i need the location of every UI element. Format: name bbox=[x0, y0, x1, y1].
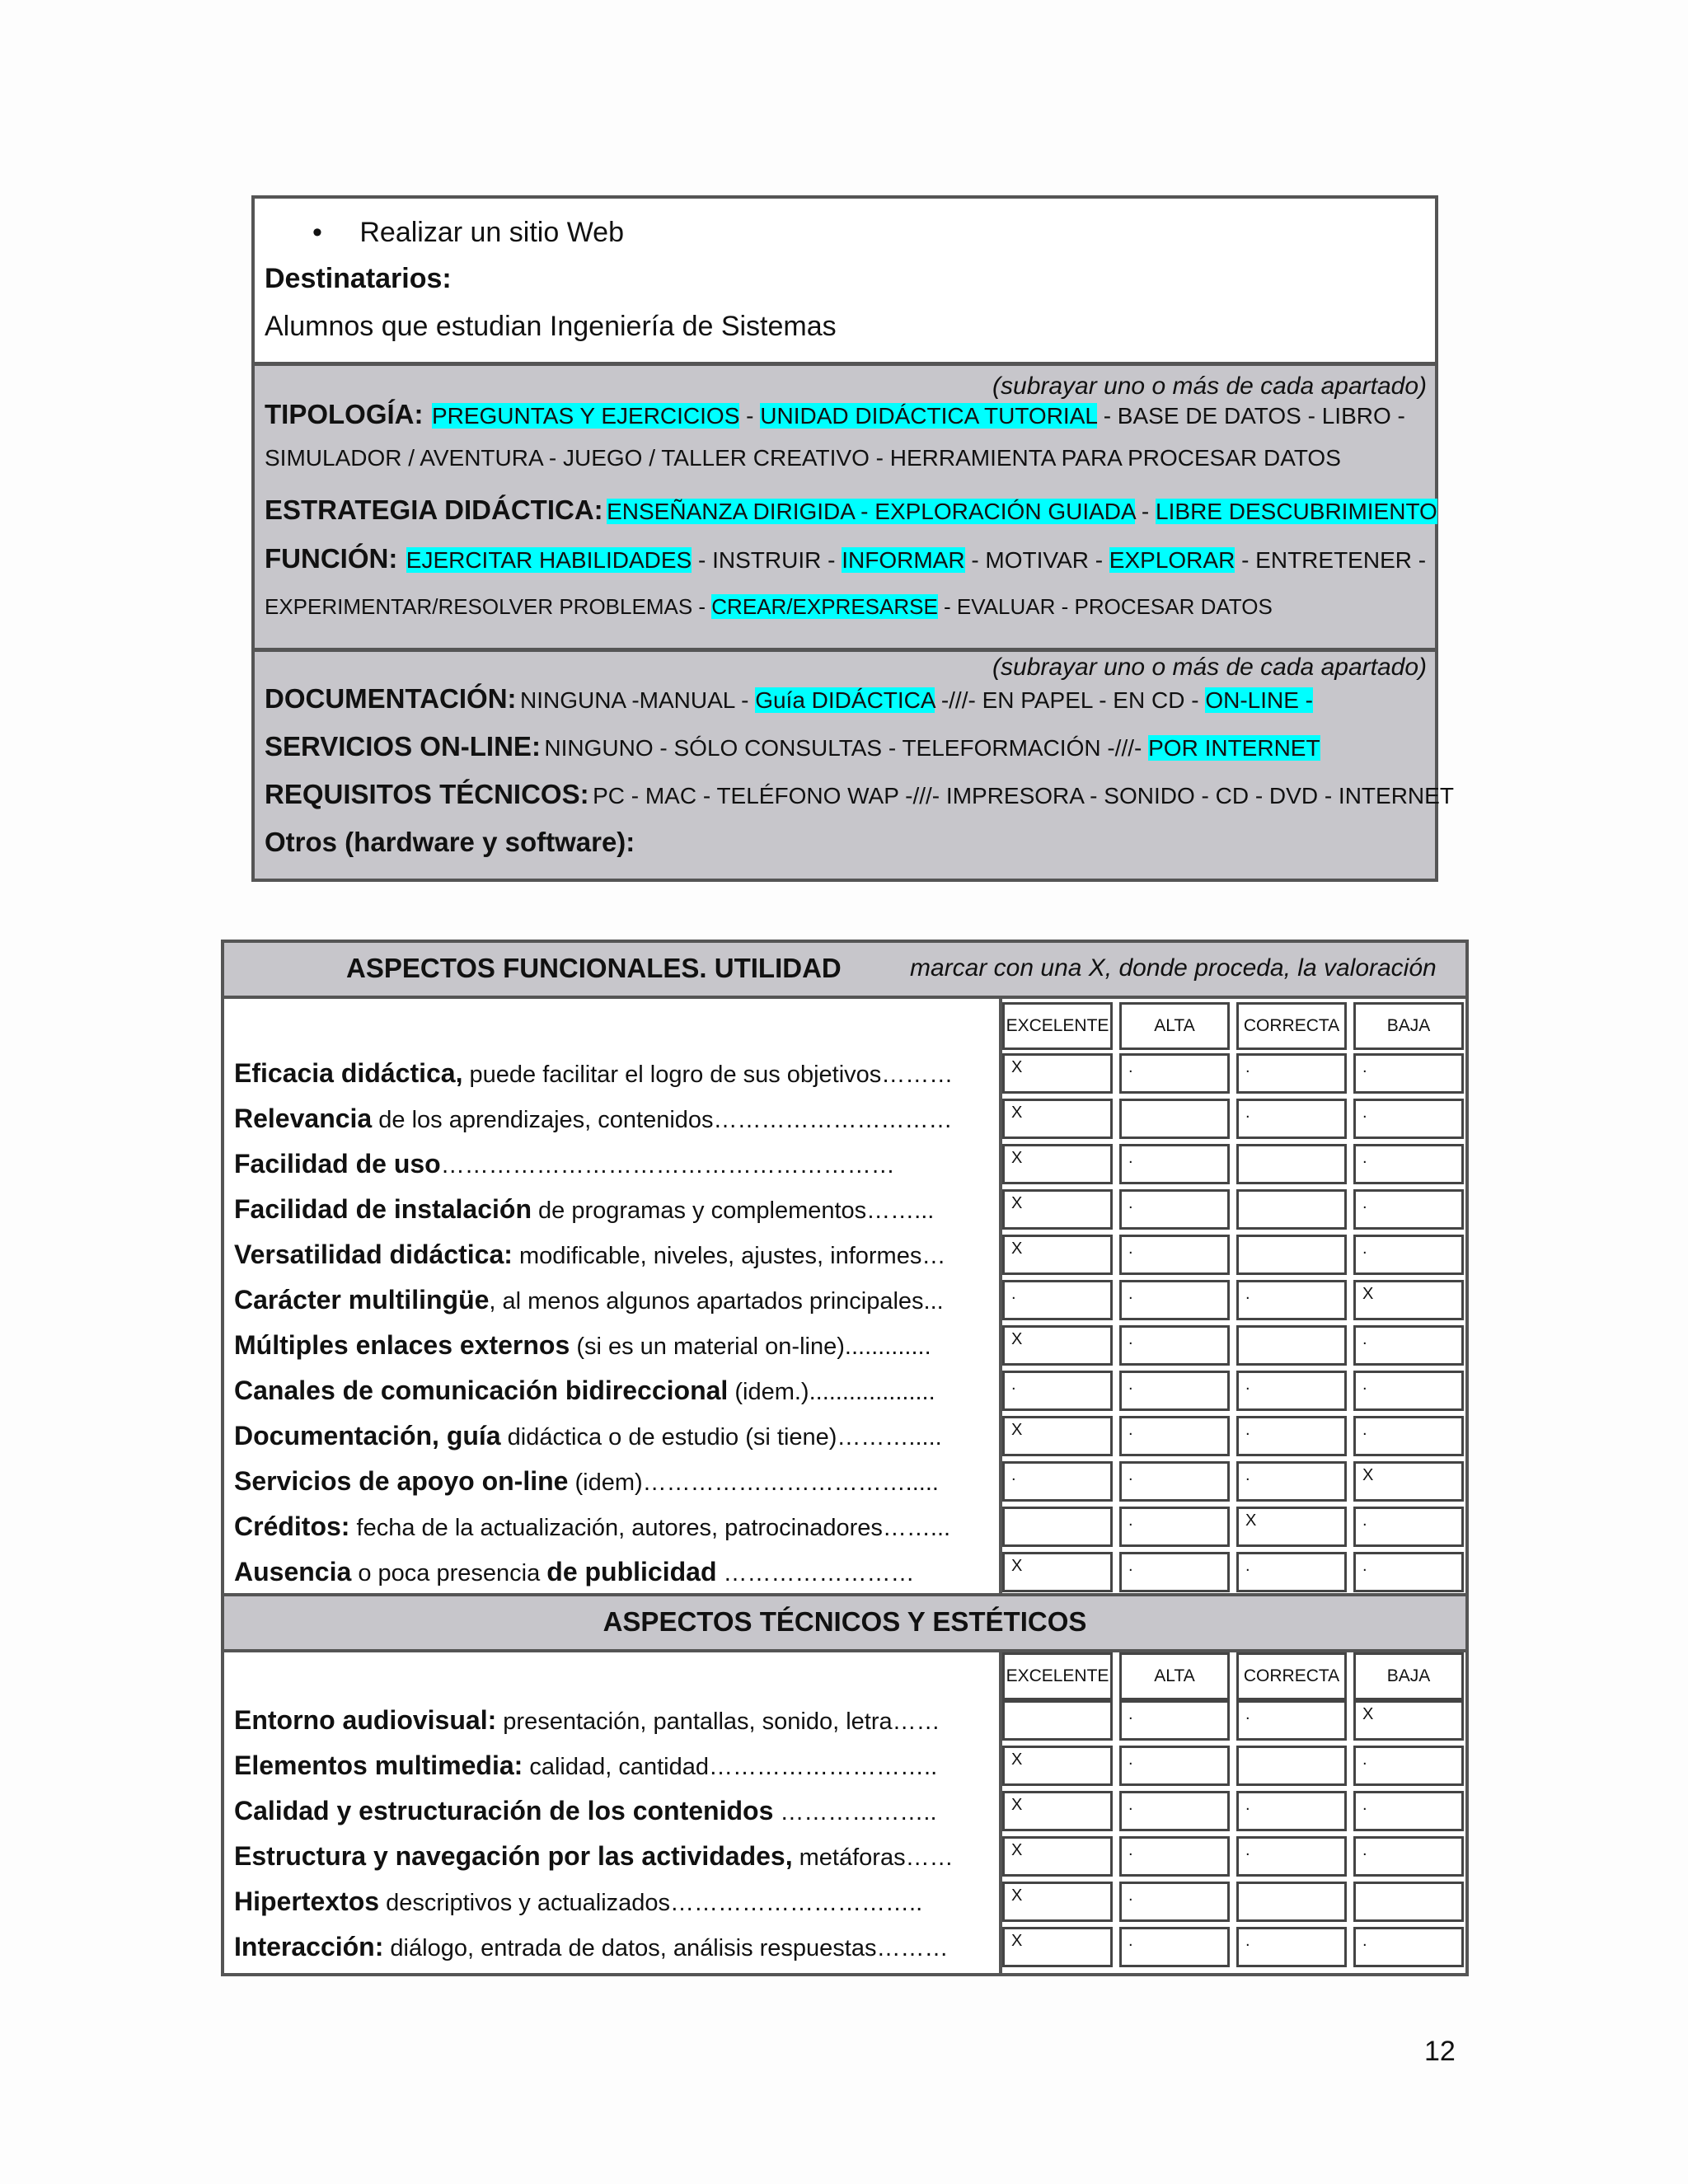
criterion-label: Carácter multilingüe, al menos algunos apartados principales... bbox=[234, 1285, 944, 1315]
rating-cell[interactable]: X bbox=[1002, 1099, 1113, 1139]
bullet-item: • Realizar un sitio Web bbox=[312, 217, 624, 248]
funcionales-section bbox=[224, 999, 1465, 1593]
rating-cell[interactable]: X bbox=[1353, 1280, 1464, 1320]
rating-cell[interactable]: . bbox=[1353, 1099, 1464, 1139]
tipologia-line: TIPOLOGÍA: PREGUNTAS Y EJERCICIOS - UNIDAD DIDÁCTICA TUTORIAL - BASE DE DATOS - LIBRO - bbox=[265, 399, 1405, 429]
criterion-label: Créditos: fecha de la actualización, autores, patrocinadores……... bbox=[234, 1511, 951, 1541]
rating-cell[interactable]: . bbox=[1119, 1927, 1230, 1967]
estrategia-line: ESTRATEGIA DIDÁCTICA: ENSEÑANZA DIRIGIDA - EXPLORACIÓN GUIADA - LIBRE DESCUBRIMIENTO bbox=[265, 494, 1437, 525]
rating-cell[interactable]: . bbox=[1353, 1235, 1464, 1275]
rating-cell[interactable]: . bbox=[1119, 1791, 1230, 1831]
destinatarios-label: Destinatarios: bbox=[265, 263, 452, 294]
rating-cell[interactable]: X bbox=[1353, 1700, 1464, 1741]
rating-cell[interactable] bbox=[1236, 1144, 1347, 1184]
rating-cell[interactable]: . bbox=[1119, 1836, 1230, 1877]
rating-cell[interactable]: . bbox=[1353, 1189, 1464, 1230]
rating-cell[interactable]: . bbox=[1119, 1700, 1230, 1741]
rating-cell[interactable]: . bbox=[1236, 1053, 1347, 1094]
criterion-label: Versatilidad didáctica: modificable, niveles, ajustes, informes… bbox=[234, 1240, 946, 1269]
rating-cell[interactable]: . bbox=[1236, 1791, 1347, 1831]
rating-cell[interactable]: . bbox=[1353, 1927, 1464, 1967]
rating-cell[interactable]: X bbox=[1002, 1836, 1113, 1877]
rating-cell[interactable]: . bbox=[1119, 1507, 1230, 1547]
rating-cell[interactable]: . bbox=[1002, 1280, 1113, 1320]
criterion-label: Canales de comunicación bidireccional (idem.)................... bbox=[234, 1376, 935, 1405]
rating-cell[interactable]: . bbox=[1119, 1325, 1230, 1366]
funcion-line-2: EXPERIMENTAR/RESOLVER PROBLEMAS - CREAR/EXPRESARSE - EVALUAR - PROCESAR DATOS bbox=[265, 594, 1273, 619]
criterion-label: Interacción: diálogo, entrada de datos, análisis respuestas……… bbox=[234, 1932, 949, 1961]
rating-cell[interactable] bbox=[1353, 1882, 1464, 1922]
objectives-section bbox=[255, 199, 1435, 366]
rating-cell[interactable]: . bbox=[1353, 1144, 1464, 1184]
rating-cell[interactable]: . bbox=[1236, 1280, 1347, 1320]
section-note: marcar con una X, donde proceda, la valoración bbox=[910, 954, 1437, 982]
rating-cell[interactable]: X bbox=[1002, 1053, 1113, 1094]
rating-cell[interactable]: . bbox=[1119, 1882, 1230, 1922]
rating-cell[interactable] bbox=[1119, 1099, 1230, 1139]
section-title-tecnicos: ASPECTOS TÉCNICOS Y ESTÉTICOS bbox=[603, 1606, 1087, 1637]
criterion-label: Facilidad de uso………………………………………………… bbox=[234, 1149, 895, 1179]
rating-cell[interactable]: X bbox=[1002, 1791, 1113, 1831]
rating-cell[interactable] bbox=[1236, 1189, 1347, 1230]
rating-cell[interactable]: . bbox=[1002, 1371, 1113, 1411]
rating-cell[interactable]: X bbox=[1002, 1189, 1113, 1230]
rating-cell[interactable] bbox=[1236, 1746, 1347, 1786]
rating-cell[interactable]: X bbox=[1236, 1507, 1347, 1547]
rating-cell[interactable]: . bbox=[1353, 1053, 1464, 1094]
criterion-label: Eficacia didáctica, puede facilitar el logro de sus objetivos……… bbox=[234, 1058, 954, 1088]
criterion-label: Calidad y estructuración de los contenidos ……………….. bbox=[234, 1796, 937, 1825]
rating-cell[interactable]: . bbox=[1119, 1746, 1230, 1786]
rating-cell[interactable]: . bbox=[1236, 1836, 1347, 1877]
rating-cell[interactable]: . bbox=[1236, 1700, 1347, 1741]
rating-cell[interactable]: . bbox=[1353, 1746, 1464, 1786]
rating-cell[interactable]: . bbox=[1353, 1416, 1464, 1456]
rating-cell[interactable] bbox=[1236, 1325, 1347, 1366]
rating-cell[interactable]: . bbox=[1119, 1053, 1230, 1094]
column-header: CORRECTA bbox=[1236, 1652, 1347, 1700]
criterion-label: Hipertextos descriptivos y actualizados………………………….. bbox=[234, 1886, 923, 1916]
criterion-label: Entorno audiovisual: presentación, pantallas, sonido, letra…… bbox=[234, 1705, 940, 1735]
rating-cell[interactable]: . bbox=[1119, 1461, 1230, 1502]
rating-cell[interactable]: . bbox=[1353, 1791, 1464, 1831]
evaluation-table bbox=[221, 940, 1469, 1976]
rating-cell[interactable]: . bbox=[1353, 1325, 1464, 1366]
rating-cell[interactable]: . bbox=[1236, 1552, 1347, 1592]
rating-cell[interactable]: . bbox=[1236, 1371, 1347, 1411]
rating-cell[interactable]: X bbox=[1002, 1325, 1113, 1366]
column-header: BAJA bbox=[1353, 1002, 1464, 1050]
rating-cell[interactable]: . bbox=[1119, 1416, 1230, 1456]
criterion-label: Documentación, guía didáctica o de estudio (si tiene)………..... bbox=[234, 1421, 942, 1451]
servicios-line: SERVICIOS ON-LINE: NINGUNO - SÓLO CONSULTAS - TELEFORMACIÓN -///- POR INTERNET bbox=[265, 731, 1320, 762]
rating-cell[interactable]: . bbox=[1119, 1552, 1230, 1592]
funcion-line: FUNCIÓN: EJERCITAR HABILIDADES - INSTRUIR - INFORMAR - MOTIVAR - EXPLORAR - ENTRETENER - bbox=[265, 543, 1427, 574]
criterion-label: Elementos multimedia: calidad, cantidad……………………….. bbox=[234, 1750, 938, 1780]
rating-cell[interactable]: X bbox=[1002, 1235, 1113, 1275]
page-number: 12 bbox=[1424, 2036, 1456, 2067]
criterion-label: Múltiples enlaces externos (si es un material on-line)............. bbox=[234, 1330, 931, 1360]
section-title-funcionales: ASPECTOS FUNCIONALES. UTILIDAD bbox=[346, 953, 842, 983]
criterion-label: Servicios de apoyo on-line (idem)……………………………..... bbox=[234, 1466, 939, 1496]
section-header-funcionales bbox=[224, 943, 1465, 999]
column-header: BAJA bbox=[1353, 1652, 1464, 1700]
rating-cell[interactable]: X bbox=[1002, 1927, 1113, 1967]
rating-cell[interactable]: . bbox=[1236, 1099, 1347, 1139]
rating-cell[interactable]: . bbox=[1119, 1280, 1230, 1320]
criterion-label: Facilidad de instalación de programas y complementos……... bbox=[234, 1194, 935, 1224]
column-header: EXCELENTE bbox=[1002, 1652, 1113, 1700]
column-header: CORRECTA bbox=[1236, 1002, 1347, 1050]
criterion-label: Estructura y navegación por las actividades, metáforas…… bbox=[234, 1841, 954, 1871]
rating-cell[interactable]: . bbox=[1236, 1461, 1347, 1502]
requisitos-line: REQUISITOS TÉCNICOS: PC - MAC - TELÉFONO WAP -///- IMPRESORA - SONIDO - CD - DVD - INTERNET bbox=[265, 779, 1454, 809]
rating-cell[interactable] bbox=[1236, 1235, 1347, 1275]
typology-section bbox=[255, 366, 1435, 652]
documentacion-line: DOCUMENTACIÓN: NINGUNA -MANUAL - Guía DIDÁCTICA -///- EN PAPEL - EN CD - ON-LINE - bbox=[265, 683, 1313, 714]
rating-cell[interactable]: . bbox=[1353, 1552, 1464, 1592]
otros-label: Otros (hardware y software): bbox=[265, 827, 635, 857]
rating-cell[interactable] bbox=[1002, 1507, 1113, 1547]
bullet-icon: • bbox=[312, 217, 322, 248]
rating-cell[interactable] bbox=[1236, 1882, 1347, 1922]
underline-note: (subrayar uno o más de cada apartado) bbox=[992, 373, 1427, 400]
rating-cell[interactable]: . bbox=[1236, 1927, 1347, 1967]
rating-cell[interactable] bbox=[1002, 1700, 1113, 1741]
rating-cell[interactable]: . bbox=[1119, 1371, 1230, 1411]
rating-cell[interactable]: X bbox=[1353, 1461, 1464, 1502]
column-header: EXCELENTE bbox=[1002, 1002, 1113, 1050]
rating-cell[interactable]: . bbox=[1119, 1189, 1230, 1230]
rating-cell[interactable]: . bbox=[1353, 1371, 1464, 1411]
rating-cell[interactable]: X bbox=[1002, 1144, 1113, 1184]
criterion-label: Relevancia de los aprendizajes, contenidos………………………… bbox=[234, 1104, 953, 1133]
column-header: ALTA bbox=[1119, 1002, 1230, 1050]
rating-cell[interactable]: . bbox=[1353, 1507, 1464, 1547]
tipologia-line-2: SIMULADOR / AVENTURA - JUEGO / TALLER CREATIVO - HERRAMIENTA PARA PROCESAR DATOS bbox=[265, 445, 1341, 471]
column-header: ALTA bbox=[1119, 1652, 1230, 1700]
rating-cell[interactable]: X bbox=[1002, 1882, 1113, 1922]
rating-cell[interactable]: . bbox=[1119, 1144, 1230, 1184]
destinatarios-value: Alumnos que estudian Ingeniería de Sistemas bbox=[265, 311, 837, 342]
underline-note-2: (subrayar uno o más de cada apartado) bbox=[992, 654, 1427, 681]
documentation-section bbox=[255, 652, 1454, 879]
rating-cell[interactable]: . bbox=[1236, 1416, 1347, 1456]
rating-cell[interactable]: . bbox=[1002, 1461, 1113, 1502]
software-info-box bbox=[251, 195, 1454, 882]
rating-cell[interactable]: X bbox=[1002, 1416, 1113, 1456]
rating-cell[interactable]: X bbox=[1002, 1746, 1113, 1786]
rating-cell[interactable]: X bbox=[1002, 1552, 1113, 1592]
criterion-label: Ausencia o poca presencia de publicidad …………………… bbox=[234, 1557, 915, 1586]
rating-cell[interactable]: . bbox=[1353, 1836, 1464, 1877]
rating-cell[interactable]: . bbox=[1119, 1235, 1230, 1275]
tecnicos-section bbox=[224, 1649, 1465, 1973]
section-header-tecnicos bbox=[224, 1593, 1465, 1652]
